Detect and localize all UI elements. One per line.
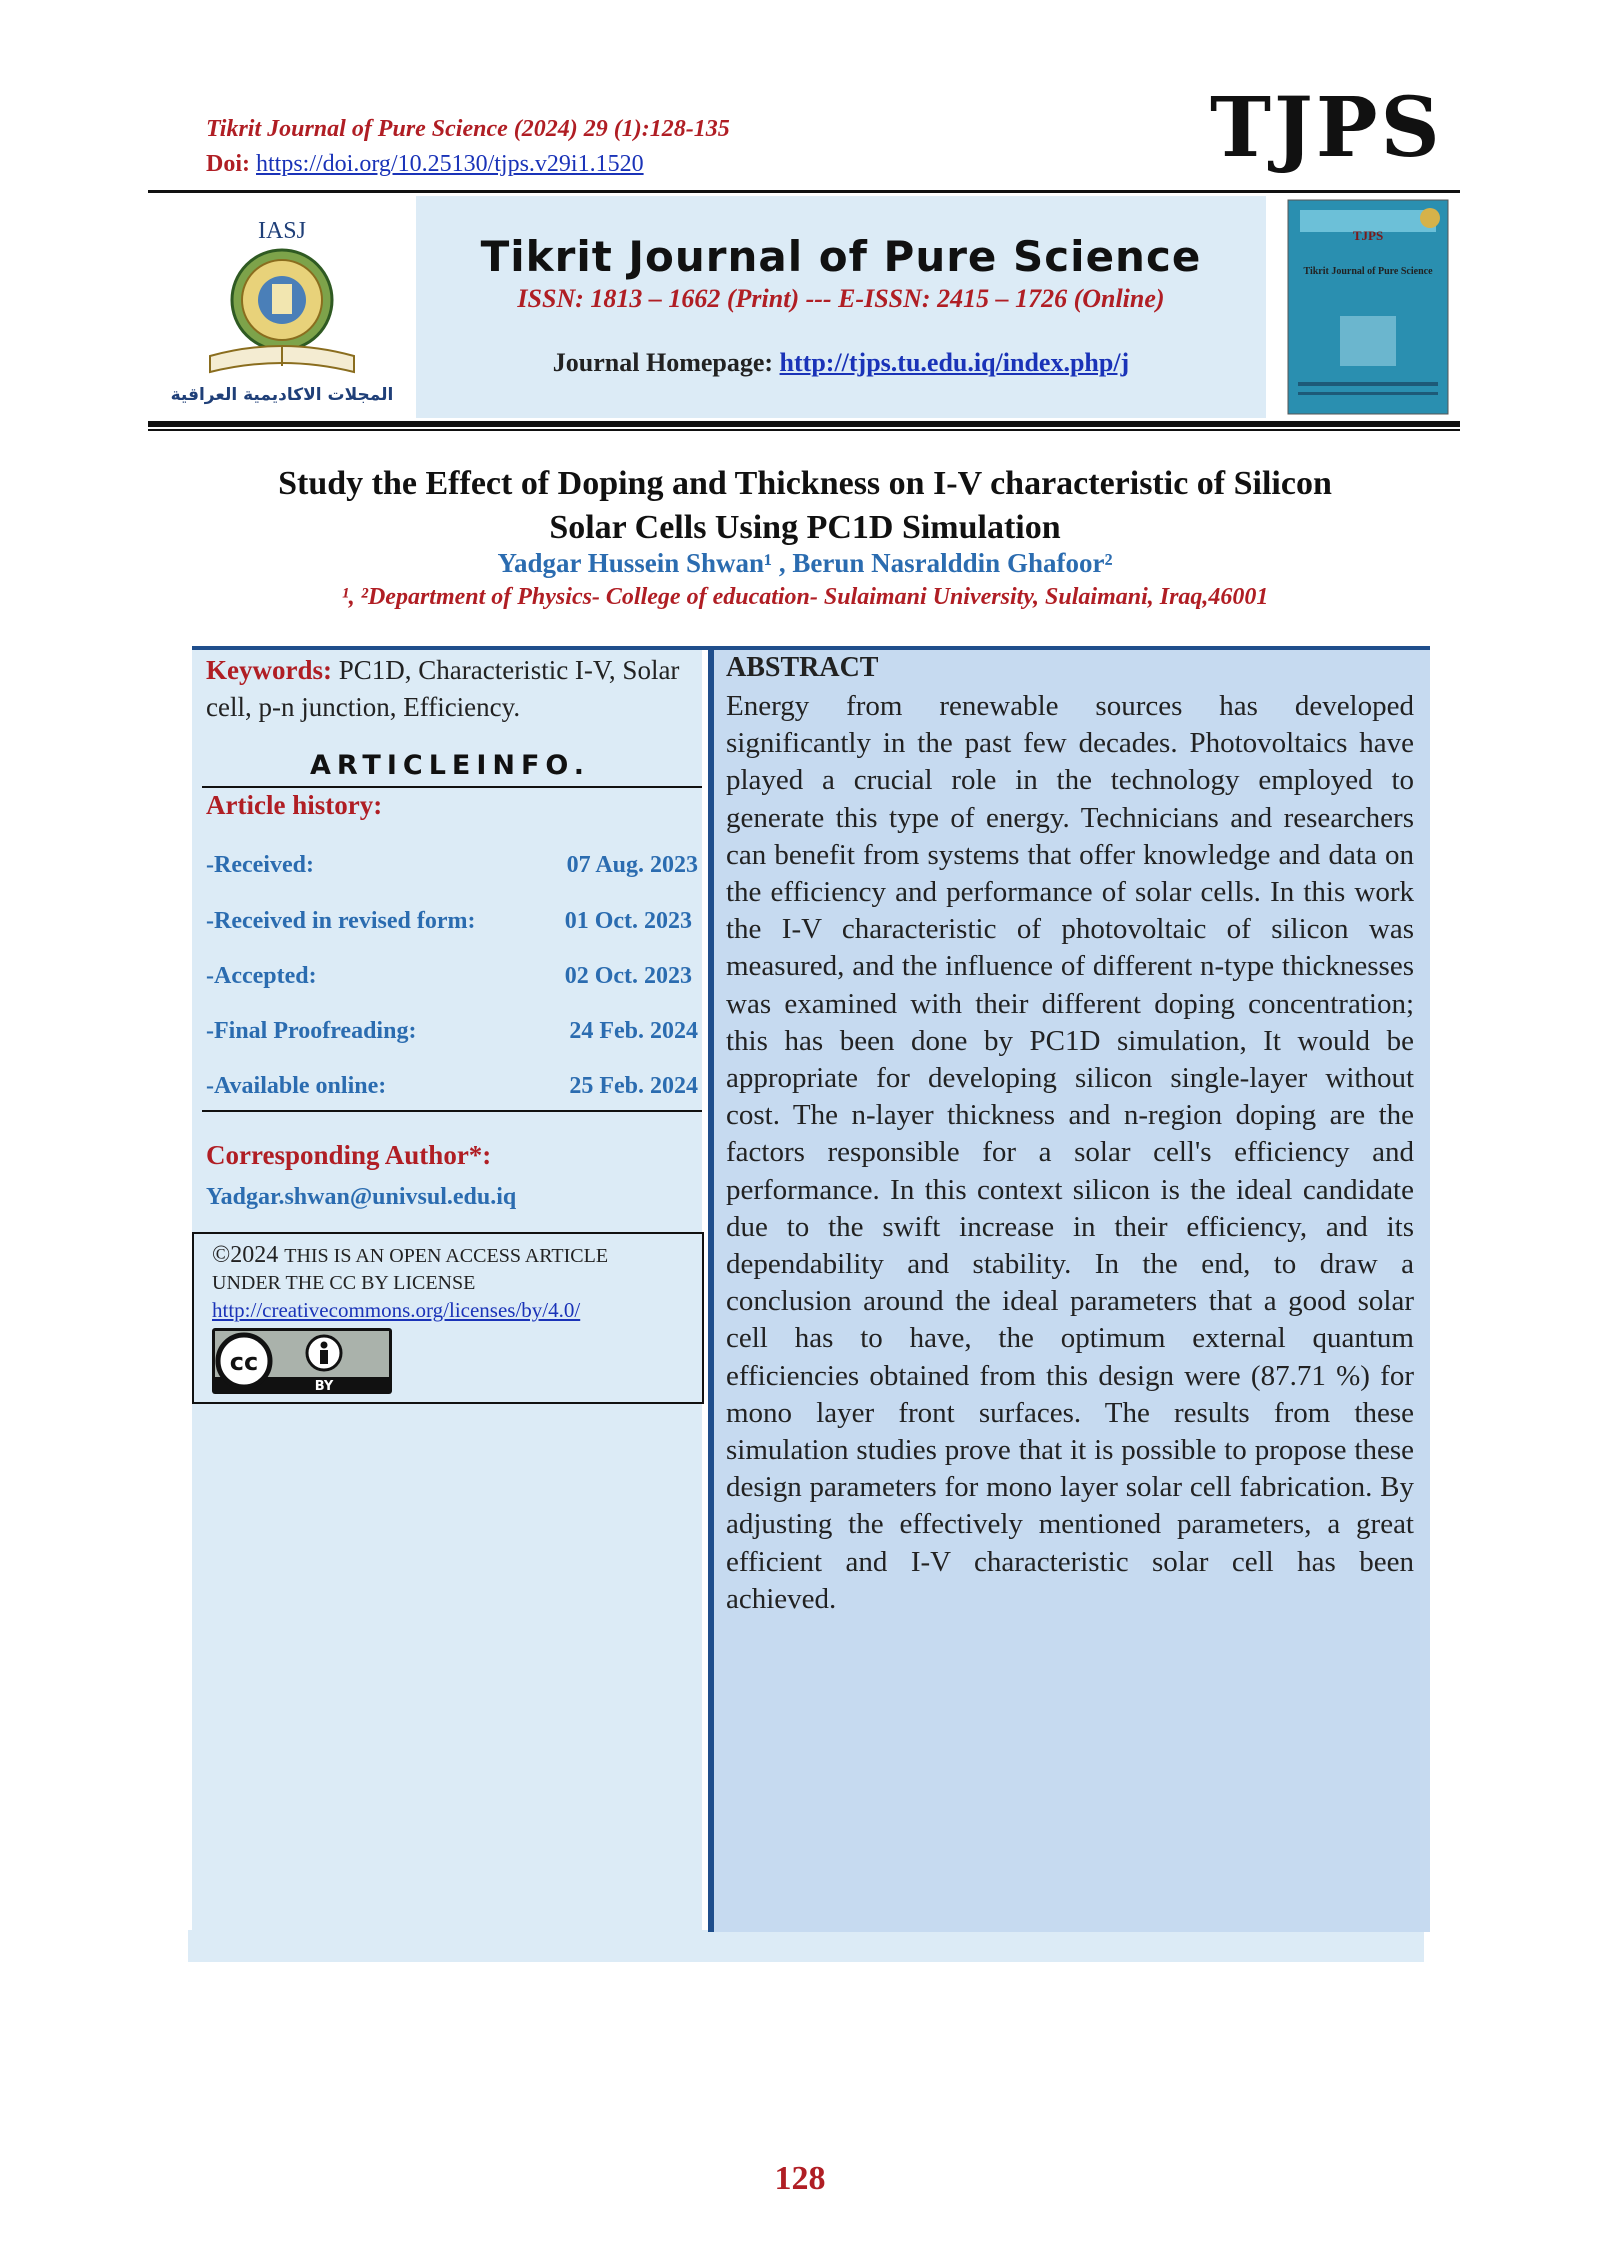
by-label: BY bbox=[314, 1379, 334, 1394]
cc-by-badge bbox=[212, 1328, 392, 1399]
history-rule bbox=[202, 1110, 702, 1112]
history-row-online bbox=[206, 1073, 698, 1100]
license-link[interactable]: http://creativecommons.org/licenses/by/4.0/ bbox=[212, 1298, 581, 1322]
banner-rule-thin bbox=[148, 429, 1460, 431]
cc-icon: cc bbox=[229, 1348, 259, 1376]
keywords-label: Keywords: bbox=[206, 655, 332, 685]
history-row-proofreading bbox=[206, 1018, 698, 1045]
attribution-icon bbox=[320, 1350, 328, 1364]
article-title bbox=[150, 462, 1460, 550]
history-date: 07 Aug. 2023 bbox=[566, 852, 698, 878]
history-label: -Available online: bbox=[206, 1073, 387, 1099]
history-label: -Received in revised form: bbox=[206, 908, 476, 934]
article-affiliation: ¹, ²Department of Physics- College of education- Sulaimani University, Sulaimani, Iraq,46001 bbox=[341, 584, 1269, 610]
history-row-revised bbox=[206, 908, 698, 935]
article-title-line1: Study the Effect of Doping and Thickness on I-V characteristic of Silicon bbox=[278, 465, 1332, 502]
iasj-arabic: المجلات الاكاديمية العراقية bbox=[170, 385, 394, 405]
journal-homepage bbox=[416, 348, 1266, 378]
panel-top-rule bbox=[192, 646, 1430, 650]
license-open-access: THIS IS AN OPEN ACCESS ARTICLE bbox=[284, 1245, 609, 1267]
history-date: 01 Oct. 2023 bbox=[564, 908, 692, 934]
article-info-rule bbox=[202, 786, 702, 788]
license-line2: UNDER THE CC BY LICENSE bbox=[212, 1272, 476, 1294]
doi-link[interactable]: https://doi.org/10.25130/tjps.v29i1.1520 bbox=[256, 151, 644, 177]
history-date: 24 Feb. 2024 bbox=[569, 1018, 698, 1044]
iasj-label: IASJ bbox=[257, 218, 307, 244]
cover-title: Tikrit Journal of Pure Science bbox=[1303, 266, 1433, 277]
header-rule bbox=[148, 190, 1460, 193]
homepage-label: Journal Homepage: bbox=[552, 348, 780, 377]
brand-logo: TJPS bbox=[1210, 80, 1443, 176]
journal-banner bbox=[150, 196, 1460, 418]
journal-cover bbox=[1280, 196, 1460, 418]
corresponding-author-label: Corresponding Author*: bbox=[206, 1140, 492, 1170]
history-row-received bbox=[206, 852, 698, 879]
doi-line bbox=[206, 151, 644, 178]
history-label: -Accepted: bbox=[206, 963, 317, 989]
corresponding-author-email[interactable]: Yadgar.shwan@univsul.edu.iq bbox=[206, 1184, 517, 1210]
doi-label: Doi: bbox=[206, 151, 256, 177]
page-number: 128 bbox=[774, 2160, 826, 2197]
panel-bottom-strip bbox=[188, 1930, 1424, 1962]
iasj-logo bbox=[150, 196, 412, 418]
abstract-heading: ABSTRACT bbox=[726, 652, 879, 683]
homepage-link[interactable]: http://tjps.tu.edu.iq/index.php/j bbox=[779, 348, 1130, 377]
history-label: -Final Proofreading: bbox=[206, 1018, 417, 1044]
cover-label: TJPS bbox=[1352, 228, 1384, 243]
article-info-heading: ARTICLEINFO. bbox=[309, 750, 591, 781]
keywords bbox=[206, 652, 696, 726]
banner-rule-thick bbox=[148, 421, 1460, 427]
history-heading: Article history: bbox=[206, 790, 383, 820]
keywords-text: PC1D, Characteristic I-V, Solar cell, p-n junction, Efficiency. bbox=[206, 655, 680, 722]
history-label: -Received: bbox=[206, 852, 314, 878]
license-year: ©2024 bbox=[212, 1242, 285, 1268]
article-authors: Yadgar Hussein Shwan¹ , Berun Nasralddin Ghafoor² bbox=[497, 548, 1113, 578]
journal-citation: Tikrit Journal of Pure Science (2024) 29 (1):128-135 bbox=[206, 116, 730, 142]
article-title-line2: Solar Cells Using PC1D Simulation bbox=[549, 509, 1061, 546]
abstract-text: Energy from renewable sources has developed significantly in the past few decades. Photovoltaics have played a crucial role in the technology employed to generate this type of energy. Technicians and researchers can benefit from systems that offer knowledge and data on the efficiency and performance of solar cells. In this work the I-V characteristic of photovoltaic of silicon was measured, and the influence of different n-type thicknesses was examined with their different doping concentration; this has been done by PC1D simulation, It would be appropriate for developing silicon single-layer without cost. The n-layer thickness and n-region doping are the factors responsible for a solar cell's efficiency and performance. In this context silicon is the ideal candidate due to the swift increase in their efficiency, and its dependability and stability. In the end, to draw a conclusion around the ideal parameters that a good solar cell has to have, the optimum external quantum efficiencies obtained from this design were (87.71 %) for mono layer front surfaces. The results from these simulation studies prove that it is possible to propose these design parameters for mono layer solar cell fabrication. By adjusting the effectively mentioned parameters, a great efficient and I-V characteristic solar cell has been achieved. bbox=[726, 690, 1414, 1615]
journal-title: Tikrit Journal of Pure Science bbox=[480, 232, 1202, 281]
journal-issn: ISSN: 1813 – 1662 (Print) --- E-ISSN: 2415 – 1726 (Online) bbox=[517, 284, 1165, 313]
license-line1 bbox=[212, 1242, 608, 1269]
history-date: 25 Feb. 2024 bbox=[569, 1073, 698, 1099]
panel-divider bbox=[708, 648, 714, 1932]
history-row-accepted bbox=[206, 963, 698, 990]
banner-center bbox=[416, 196, 1266, 418]
history-date: 02 Oct. 2023 bbox=[564, 963, 692, 989]
